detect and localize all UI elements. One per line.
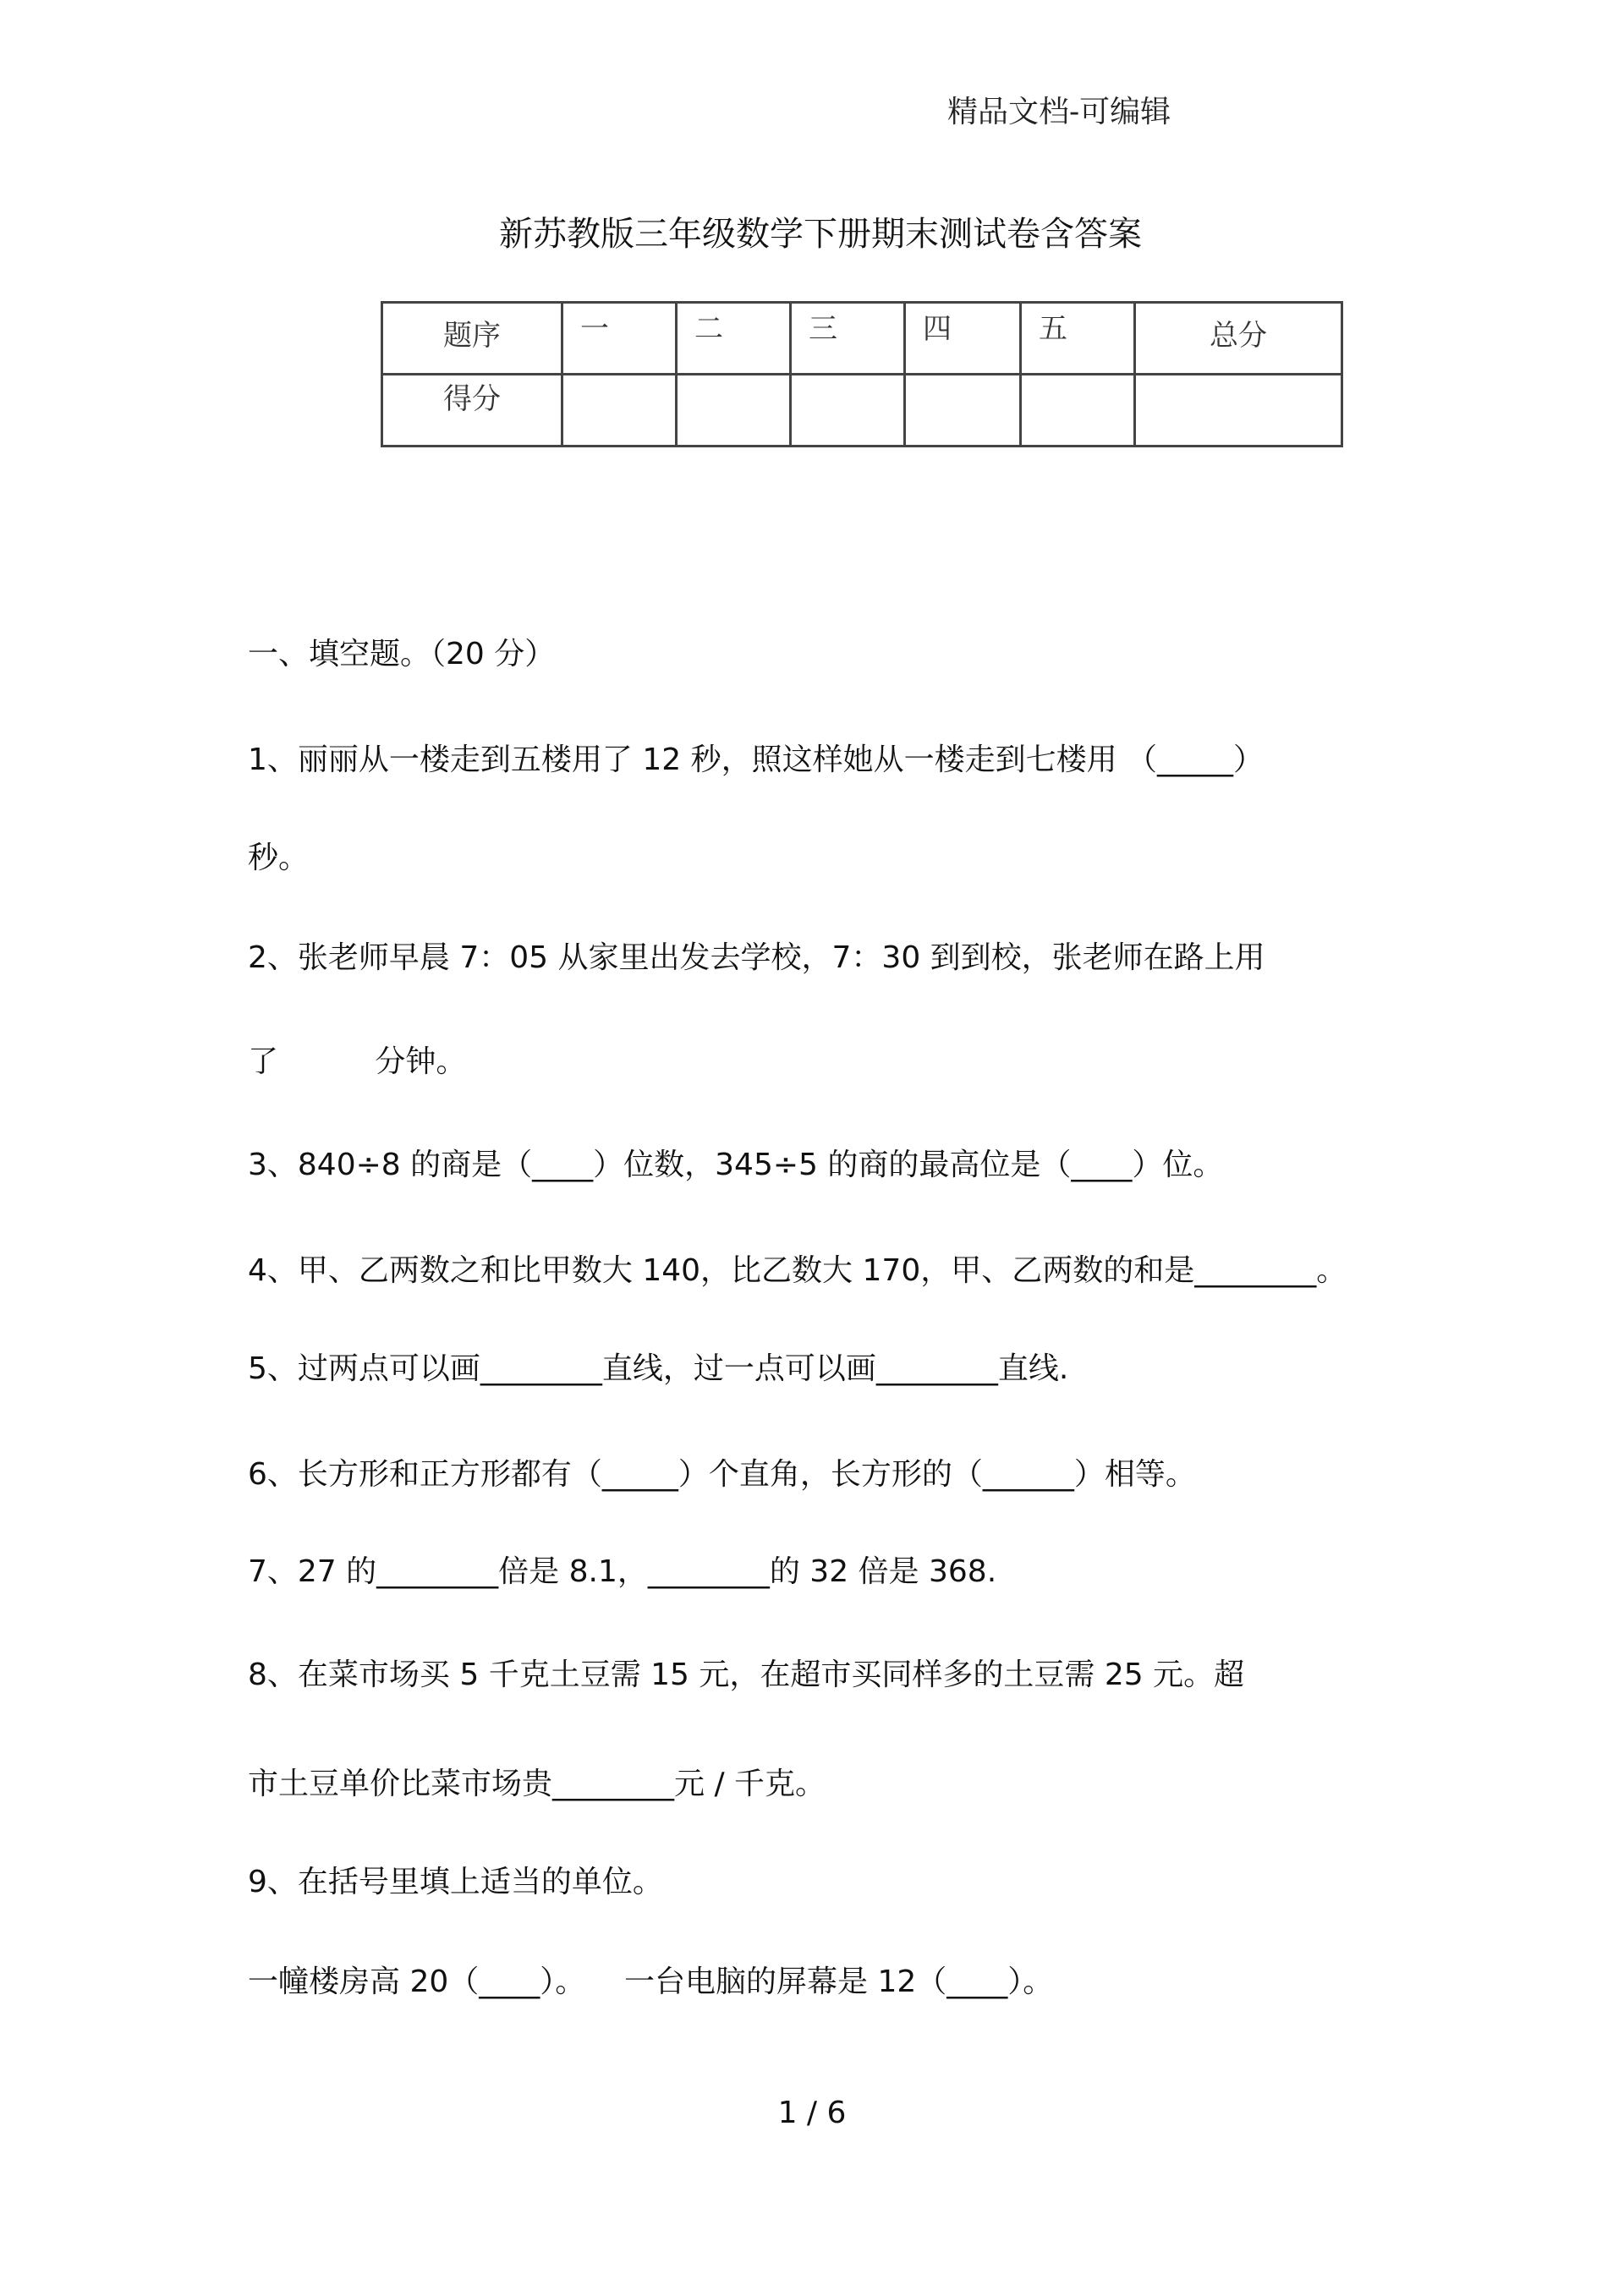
page-number: 1 / 6	[777, 2096, 847, 2130]
table-cell: 四	[905, 303, 1021, 375]
table-cell: 总分	[1135, 303, 1342, 375]
table-cell: 二	[677, 303, 791, 375]
page-header: 精品文档-可编辑	[947, 95, 1171, 129]
table-row	[382, 303, 1342, 375]
question-line: 一幢楼房高 20（____）。 一台电脑的屏幕是 12（____）。	[248, 1964, 1054, 1999]
question-line: 5、过两点可以画________直线，过一点可以画________直线.	[248, 1351, 1069, 1386]
table-cell: 得分	[382, 375, 562, 447]
question-line: 了 分钟。	[248, 1044, 467, 1079]
question-line: 3、840÷8 的商是（____）位数，345÷5 的商的最高位是（____）位。	[248, 1148, 1224, 1182]
table-cell: 题序	[382, 303, 562, 375]
table-cell[interactable]	[562, 375, 677, 447]
page-title: 新苏教版三年级数学下册期末测试卷含答案	[499, 215, 1142, 254]
question-line: 1、丽丽从一楼走到五楼用了 12 秒，照这样她从一楼走到七楼用 （_____）	[248, 743, 1265, 777]
question-line: 9、在括号里填上适当的单位。	[248, 1865, 663, 1899]
question-line: 7、27 的________倍是 8.1，________的 32 倍是 368.	[248, 1554, 997, 1589]
question-line: 6、长方形和正方形都有（_____）个直角，长方形的（______）相等。	[248, 1457, 1196, 1492]
table-cell[interactable]	[1135, 375, 1342, 447]
table-cell[interactable]	[677, 375, 791, 447]
question-line: 2、张老师早晨 7：05 从家里出发去学校，7：30 到到校，张老师在路上用	[248, 940, 1265, 975]
table-cell[interactable]	[1021, 375, 1135, 447]
table-cell[interactable]	[905, 375, 1021, 447]
table-cell: 三	[791, 303, 905, 375]
question-line: 4、甲、乙两数之和比甲数大 140，比乙数大 170，甲、乙两数的和是________。	[248, 1253, 1347, 1288]
question-line: 秒。	[248, 841, 310, 875]
score-table	[381, 301, 1343, 447]
question-line: 8、在菜市场买 5 千克土豆需 15 元，在超市买同样多的土豆需 25 元。超	[248, 1658, 1245, 1692]
question-line: 市土豆单价比菜市场贵________元 / 千克。	[248, 1767, 826, 1801]
section-heading: 一、填空题。（20 分）	[248, 637, 556, 671]
table-cell[interactable]	[791, 375, 905, 447]
table-cell: 一	[562, 303, 677, 375]
table-row	[382, 375, 1342, 447]
table-cell: 五	[1021, 303, 1135, 375]
